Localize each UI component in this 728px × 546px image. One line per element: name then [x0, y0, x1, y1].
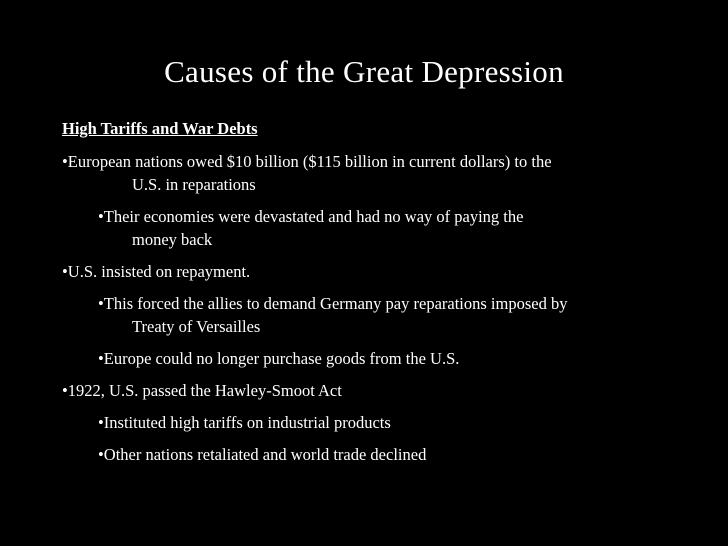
sub-bullet-economies [62, 205, 702, 251]
sub-bullet-tariffs [62, 411, 702, 434]
bullet-hawley-smoot [62, 379, 702, 402]
slide-content [62, 117, 702, 475]
bullet-text: •U.S. insisted on repayment. [62, 262, 251, 281]
sub-bullet-europe-purchase [62, 347, 702, 370]
bullet-text: •Europe could no longer purchase goods from the U.S. [98, 349, 460, 368]
bullet-text: •This forced the allies to demand Germany pay reparations imposed by [98, 294, 568, 313]
bullet-text-continued: Treaty of Versailles [132, 317, 261, 336]
bullet-text-continued: U.S. in reparations [132, 175, 256, 194]
bullet-text: •1922, U.S. passed the Hawley-Smoot Act [62, 381, 342, 400]
bullet-war-debts [62, 150, 702, 196]
bullet-repayment [62, 260, 702, 283]
bullet-text-continued: money back [132, 230, 213, 249]
sub-bullet-retaliation [62, 443, 702, 466]
bullet-text: •Their economies were devastated and had no way of paying the [98, 207, 524, 226]
bullet-text: •Instituted high tariffs on industrial products [98, 413, 391, 432]
slide-title: Causes of the Great Depression [164, 54, 564, 89]
section-heading: High Tariffs and War Debts [62, 119, 258, 138]
sub-bullet-germany-reparations [62, 292, 702, 338]
bullet-text: •European nations owed $10 billion ($115 billion in current dollars) to the [62, 152, 552, 171]
bullet-text: •Other nations retaliated and world trade declined [98, 445, 427, 464]
